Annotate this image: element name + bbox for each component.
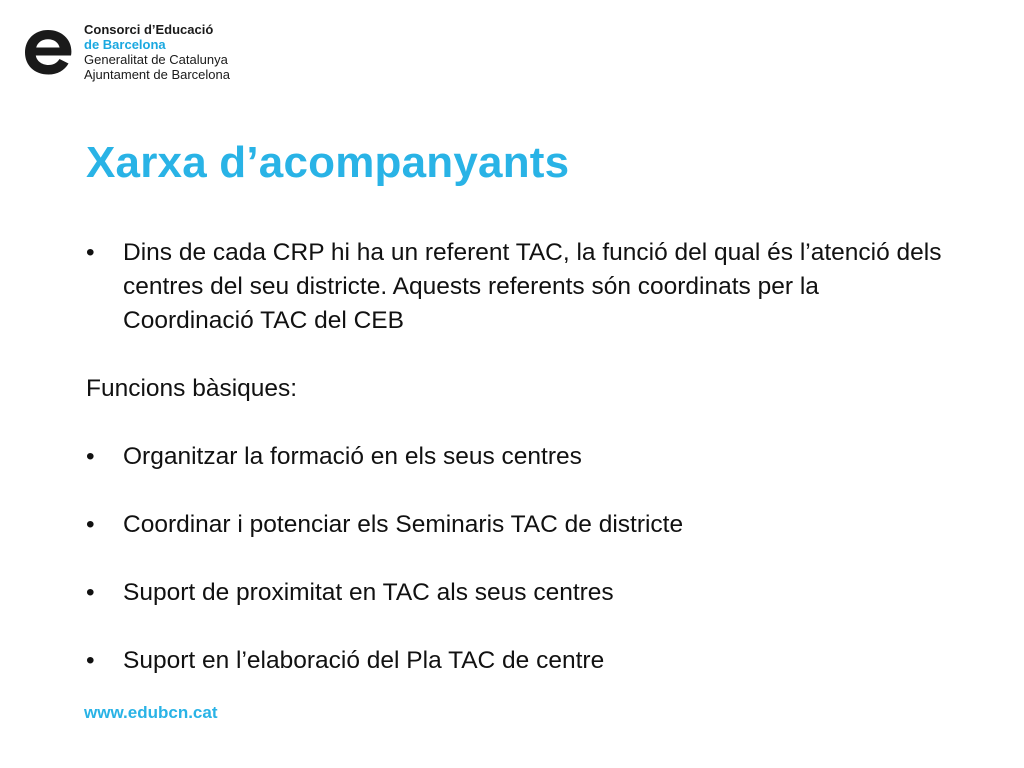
functions-heading: Funcions bàsiques:: [86, 375, 298, 402]
intro-bullet-item: [86, 236, 946, 338]
function-item: [86, 508, 946, 542]
logo-line-3: Generalitat de Catalunya: [84, 52, 228, 67]
function-item-text: Coordinar i potenciar els Seminaris TAC de districte: [123, 511, 684, 538]
function-item-text: Suport de proximitat en TAC als seus centres: [123, 579, 614, 606]
function-item: [86, 576, 946, 610]
function-item: [86, 440, 946, 474]
slide-title: Xarxa d’acompanyants: [86, 138, 570, 187]
logo-line-2: de Barcelona: [84, 37, 166, 52]
logo-line-4: Ajuntament de Barcelona: [84, 67, 230, 82]
footer-website-link[interactable]: www.edubcn.cat: [84, 703, 218, 722]
bullet-icon: •: [86, 647, 95, 674]
logo-line-1: Consorci d’Educació: [84, 22, 214, 37]
edu-e-logo-icon: [22, 26, 74, 78]
function-item-text: Suport en l’elaboració del Pla TAC de centre: [123, 647, 605, 674]
function-item-text: Organitzar la formació en els seus centres: [123, 443, 582, 470]
intro-bullet-text: Dins de cada CRP hi ha un referent TAC, la funció del qual és l’atenció dels centres del seu districte. Aquests referents són coordinats per la Coordinació TAC del CEB: [123, 239, 942, 334]
bullet-icon: •: [86, 579, 95, 606]
function-item: [86, 644, 946, 678]
bullet-icon: •: [86, 511, 95, 538]
logo-text: [84, 22, 304, 82]
bullet-icon: •: [86, 443, 95, 470]
slide-body: [86, 236, 946, 678]
bullet-icon: •: [86, 239, 95, 266]
